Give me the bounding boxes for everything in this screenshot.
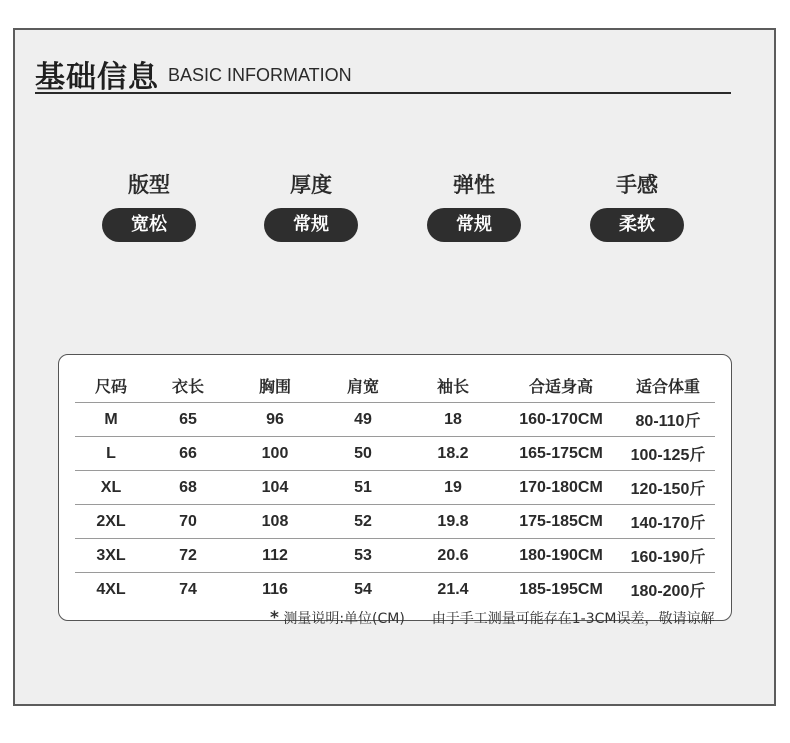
table-cell: 100 [261, 444, 289, 462]
table-cell: 100-125斤 [630, 447, 706, 464]
attribute-thickness [256, 170, 366, 242]
section-title-en: BASIC INFORMATION [168, 65, 352, 85]
table-cell: 52 [354, 512, 372, 530]
attribute-label: 厚度 [290, 173, 332, 197]
table-cell: 21.4 [437, 580, 469, 598]
table-cell: XL [100, 478, 122, 496]
attribute-elasticity [419, 170, 529, 242]
table-row [75, 471, 715, 505]
column-header: 尺码 [94, 377, 127, 396]
column-header: 衣长 [171, 377, 204, 396]
section-title-cn: 基础信息 [35, 60, 159, 95]
asterisk-marker: * [270, 608, 279, 628]
table-cell: 51 [354, 478, 372, 496]
note-unit-text: 测量说明:单位(CM) [283, 611, 405, 627]
attribute-label: 版型 [128, 173, 170, 197]
column-header: 袖长 [436, 377, 469, 396]
table-cell: 66 [179, 444, 197, 462]
table-cell: 180-190CM [519, 546, 603, 564]
table-cell: 70 [179, 512, 197, 530]
table-cell: 19 [444, 478, 462, 496]
table-cell: 19.8 [437, 512, 469, 530]
table-cell: 74 [179, 580, 197, 598]
column-header: 合适身高 [528, 377, 593, 396]
table-cell: 175-185CM [519, 512, 603, 530]
table-cell: 72 [179, 546, 197, 564]
table-cell: 120-150斤 [630, 481, 706, 498]
table-cell: 108 [261, 512, 289, 530]
table-cell: 104 [261, 478, 289, 496]
table-row [75, 437, 715, 471]
table-cell: 20.6 [437, 546, 469, 564]
attribute-value-pill: 宽松 [102, 208, 196, 242]
column-header: 适合体重 [635, 377, 700, 396]
attribute-value-pill: 柔软 [590, 208, 684, 242]
table-cell: 18.2 [437, 444, 469, 462]
table-cell: 53 [354, 546, 372, 564]
attribute-label: 手感 [616, 173, 658, 197]
table-cell: 185-195CM [519, 580, 603, 598]
section-header [35, 52, 731, 94]
table-row [75, 403, 715, 437]
table-header-row [75, 369, 715, 403]
table-cell: 49 [354, 410, 372, 428]
table-row [75, 539, 715, 573]
table-cell: 140-170斤 [630, 515, 706, 532]
attribute-fit [94, 170, 204, 242]
table-cell: 4XL [96, 580, 126, 598]
table-cell: 50 [354, 444, 372, 462]
table-cell: 3XL [96, 546, 126, 564]
table-cell: L [106, 444, 116, 462]
table-cell: 170-180CM [519, 478, 603, 496]
table-cell: 160-190斤 [630, 549, 706, 566]
table-row [75, 505, 715, 539]
attribute-feel [582, 170, 692, 242]
table-cell: 65 [179, 410, 197, 428]
table-cell: 80-110斤 [635, 413, 701, 430]
table-cell: 165-175CM [519, 444, 603, 462]
attribute-label: 弹性 [453, 173, 495, 197]
note-error-text: 由于手工测量可能存在1-3CM误差，敬请谅解 [431, 611, 715, 627]
attribute-value-pill: 常规 [264, 208, 358, 242]
table-cell: 68 [179, 478, 197, 496]
column-header: 肩宽 [346, 377, 379, 396]
table-cell: M [104, 410, 118, 428]
table-cell: 112 [262, 546, 288, 564]
table-cell: 180-200斤 [630, 583, 706, 600]
table-cell: 54 [354, 580, 372, 598]
size-chart-card [58, 354, 732, 621]
column-header: 胸围 [258, 377, 291, 396]
measurement-note [270, 608, 714, 628]
table-cell: 96 [266, 410, 284, 428]
attribute-value-pill: 常规 [427, 208, 521, 242]
table-cell: 116 [262, 580, 288, 598]
table-cell: 2XL [96, 512, 126, 530]
table-row [75, 573, 715, 607]
table-cell: 160-170CM [519, 410, 603, 428]
size-table [75, 369, 715, 606]
table-cell: 18 [444, 410, 462, 428]
